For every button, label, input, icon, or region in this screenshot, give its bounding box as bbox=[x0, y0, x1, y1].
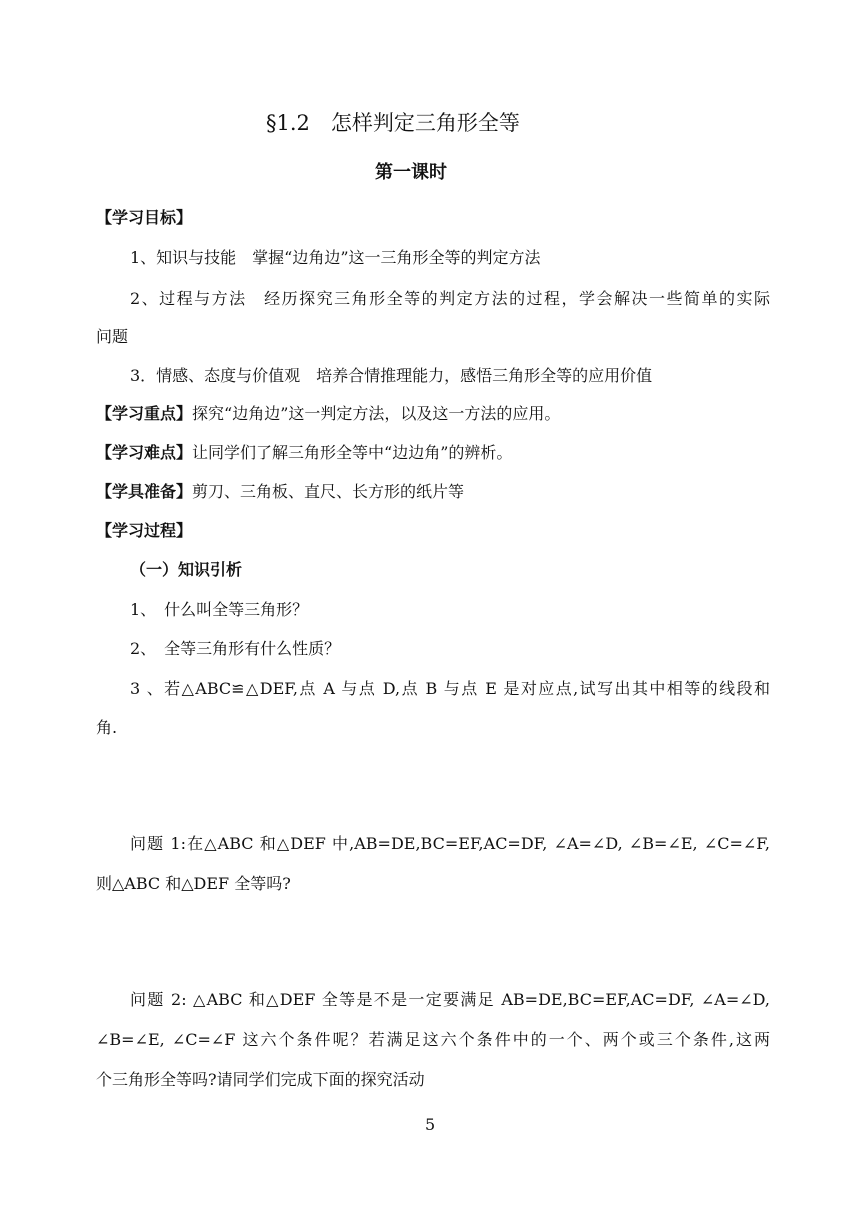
difficulty-row bbox=[96, 443, 512, 463]
question-3-cont: 角. bbox=[96, 718, 118, 737]
difficulty-label: 【学习难点】 bbox=[96, 443, 193, 462]
objective-3: 3．情感、态度与价值观 培养合情推理能力，感悟三角形全等的应用价值 bbox=[130, 366, 653, 385]
key-point-row bbox=[96, 404, 560, 424]
process-heading: 【学习过程】 bbox=[96, 521, 193, 540]
objective-2: 2、过程与方法 经历探究三角形全等的判定方法的过程，学会解决一些简单的实际 bbox=[130, 289, 770, 308]
key-point-label: 【学习重点】 bbox=[96, 404, 193, 423]
problem-1: 问题 1:在△ABC 和△DEF 中,AB=DE,BC=EF,AC=DF, ∠A=∠D, ∠B=∠E, ∠C=∠F, bbox=[130, 834, 770, 853]
objective-1: 1、知识与技能 掌握“边角边”这一三角形全等的判定方法 bbox=[130, 248, 541, 267]
objectives-heading: 【学习目标】 bbox=[96, 208, 193, 227]
problem-1-cont: 则△ABC 和△DEF 全等吗? bbox=[96, 874, 291, 893]
page-subtitle: 第一课时 bbox=[375, 162, 447, 183]
page-number: 5 bbox=[425, 1115, 436, 1134]
page-title: §1.2 怎样判定三角形全等 bbox=[266, 111, 520, 135]
question-2: 2、 全等三角形有什么性质？ bbox=[130, 639, 341, 658]
tools-label: 【学具准备】 bbox=[96, 482, 193, 501]
key-point-text: 探究“边角边”这一判定方法，以及这一方法的应用。 bbox=[192, 404, 561, 423]
section-heading: （一）知识引析 bbox=[130, 560, 243, 579]
tools-row bbox=[96, 482, 464, 502]
problem-2-cont: ∠B=∠E, ∠C=∠F 这六个条件呢？若满足这六个条件中的一个、两个或三个条件,这两 bbox=[96, 1030, 770, 1049]
problem-2-cont2: 个三角形全等吗?请同学们完成下面的探究活动 bbox=[96, 1070, 425, 1089]
objective-2-cont: 问题 bbox=[96, 327, 129, 346]
difficulty-text: 让同学们了解三角形全等中“边边角”的辨析。 bbox=[192, 443, 513, 462]
tools-text: 剪刀、三角板、直尺、长方形的纸片等 bbox=[192, 482, 465, 501]
question-3: 3 、若△ABC≌△DEF,点 A 与点 D,点 B 与点 E 是对应点,试写出其中相等的线段和 bbox=[130, 679, 770, 698]
problem-2: 问题 2: △ABC 和△DEF 全等是不是一定要满足 AB=DE,BC=EF,AC=DF, ∠A=∠D, bbox=[130, 990, 770, 1009]
question-1: 1、 什么叫全等三角形？ bbox=[130, 600, 309, 619]
